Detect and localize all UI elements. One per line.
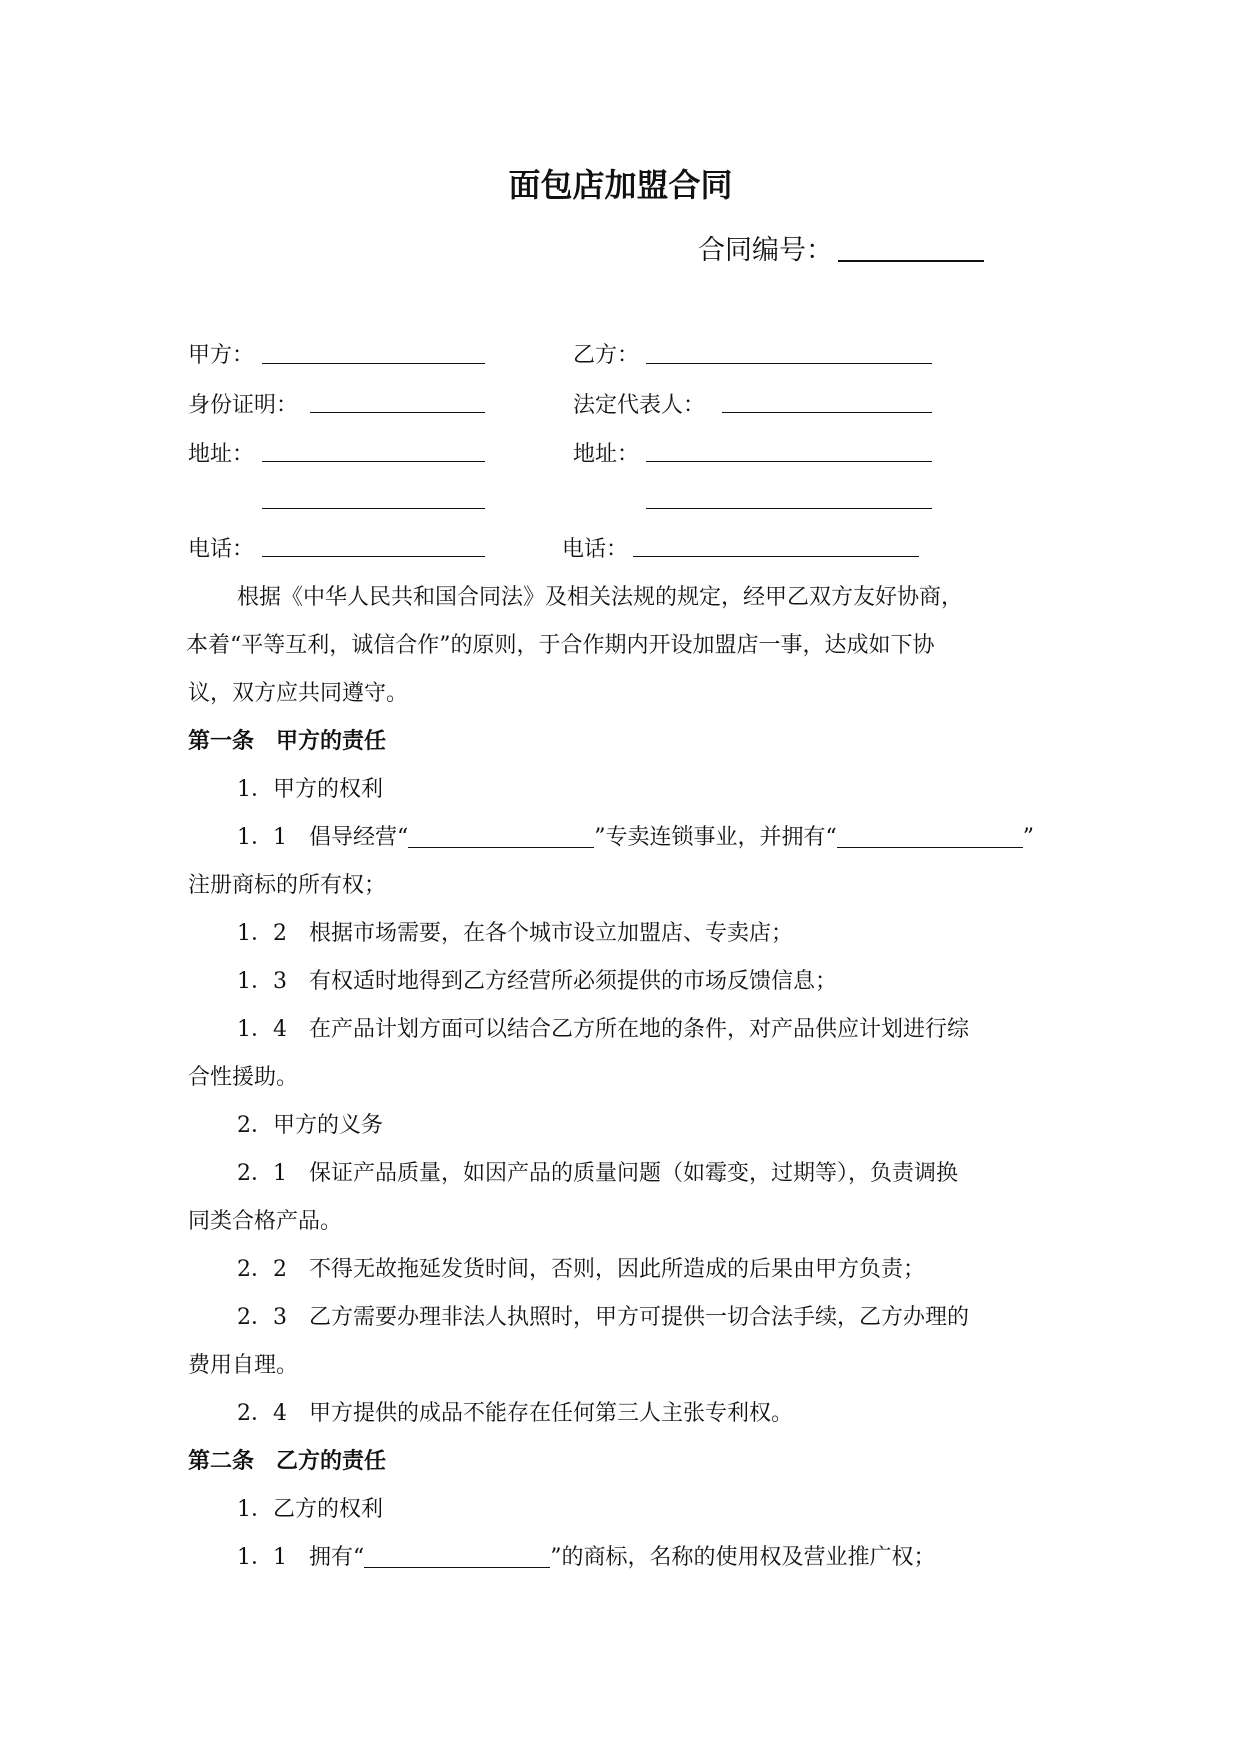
article-2-rights-title: 1．乙方的权利 <box>237 1497 383 1522</box>
document-title: 面包店加盟合同 <box>508 166 733 204</box>
clause-2-4: 2．4 甲方提供的成品不能存在任何第三人主张专利权。 <box>237 1401 793 1426</box>
party-b-name-blank[interactable] <box>646 363 932 364</box>
clause-1-1-part-a: 1．1 倡导经营“ <box>237 825 409 850</box>
party-a-address-label: 地址： <box>188 442 255 467</box>
article-2-clause-1-1-part-b: ”的商标，名称的使用权及营业推广权； <box>550 1545 936 1570</box>
party-b-address-label: 地址： <box>573 442 640 467</box>
preamble-line-1: 根据《中华人民共和国合同法》及相关法规的规定，经甲乙双方友好协商， <box>237 585 964 610</box>
clause-2-2: 2．2 不得无故拖延发货时间，否则，因此所造成的后果由甲方负责； <box>237 1257 925 1282</box>
clause-1-3: 1．3 有权适时地得到乙方经营所必须提供的市场反馈信息； <box>237 969 837 994</box>
contract-number-label: 合同编号： <box>698 235 833 266</box>
clause-2-1-continued: 同类合格产品。 <box>188 1209 343 1234</box>
contract-number-blank[interactable] <box>838 260 984 262</box>
party-a-id-label: 身份证明： <box>188 393 299 418</box>
article-1-heading: 第一条 甲方的责任 <box>188 729 387 754</box>
article-2-trademark-blank[interactable] <box>364 1545 550 1568</box>
brand-name-blank[interactable] <box>408 825 594 848</box>
trademark-blank[interactable] <box>837 825 1023 848</box>
party-b-address-blank-1[interactable] <box>646 461 932 462</box>
preamble-line-3: 议，双方应共同遵守。 <box>188 681 409 706</box>
party-a-address-blank-2[interactable] <box>262 508 485 509</box>
clause-2-3: 2．3 乙方需要办理非法人执照时，甲方可提供一切合法手续，乙方办理的 <box>237 1305 969 1330</box>
preamble-line-2: 本着“平等互利，诚信合作”的原则，于合作期内开设加盟店一事，达成如下协 <box>186 633 935 658</box>
clause-1-4: 1．4 在产品计划方面可以结合乙方所在地的条件，对产品供应计划进行综 <box>237 1017 969 1042</box>
party-b-phone-label: 电话： <box>562 537 629 562</box>
clause-1-4-continued: 合性援助。 <box>188 1065 299 1090</box>
party-a-phone-blank[interactable] <box>262 556 485 557</box>
party-a-id-blank[interactable] <box>310 412 485 413</box>
party-b-name-label: 乙方： <box>573 343 640 368</box>
clause-2-3-continued: 费用自理。 <box>188 1353 299 1378</box>
party-a-phone-label: 电话： <box>188 537 255 562</box>
clause-1-2: 1．2 根据市场需要，在各个城市设立加盟店、专卖店； <box>237 921 793 946</box>
party-b-rep-label: 法定代表人： <box>573 393 706 418</box>
article-2-clause-1-1-part-a: 1．1 拥有“ <box>237 1545 365 1570</box>
article-1-rights-title: 1．甲方的权利 <box>237 777 383 802</box>
clause-1-1-part-c: ” <box>1022 825 1034 850</box>
article-1-duties-title: 2．甲方的义务 <box>237 1113 383 1138</box>
party-b-phone-blank[interactable] <box>633 556 919 557</box>
article-2-heading: 第二条 乙方的责任 <box>188 1449 387 1474</box>
article-2-clause-1-1 <box>237 1540 936 1571</box>
party-a-name-label: 甲方： <box>188 343 255 368</box>
clause-1-1-continued: 注册商标的所有权； <box>188 873 387 898</box>
party-b-rep-blank[interactable] <box>722 412 932 413</box>
party-a-name-blank[interactable] <box>262 363 485 364</box>
clause-1-1 <box>237 820 1034 851</box>
clause-1-1-part-b: ”专卖连锁事业，并拥有“ <box>594 825 837 850</box>
party-a-address-blank-1[interactable] <box>262 461 485 462</box>
clause-2-1: 2．1 保证产品质量，如因产品的质量问题（如霉变，过期等），负责调换 <box>237 1161 958 1186</box>
party-b-address-blank-2[interactable] <box>646 508 932 509</box>
